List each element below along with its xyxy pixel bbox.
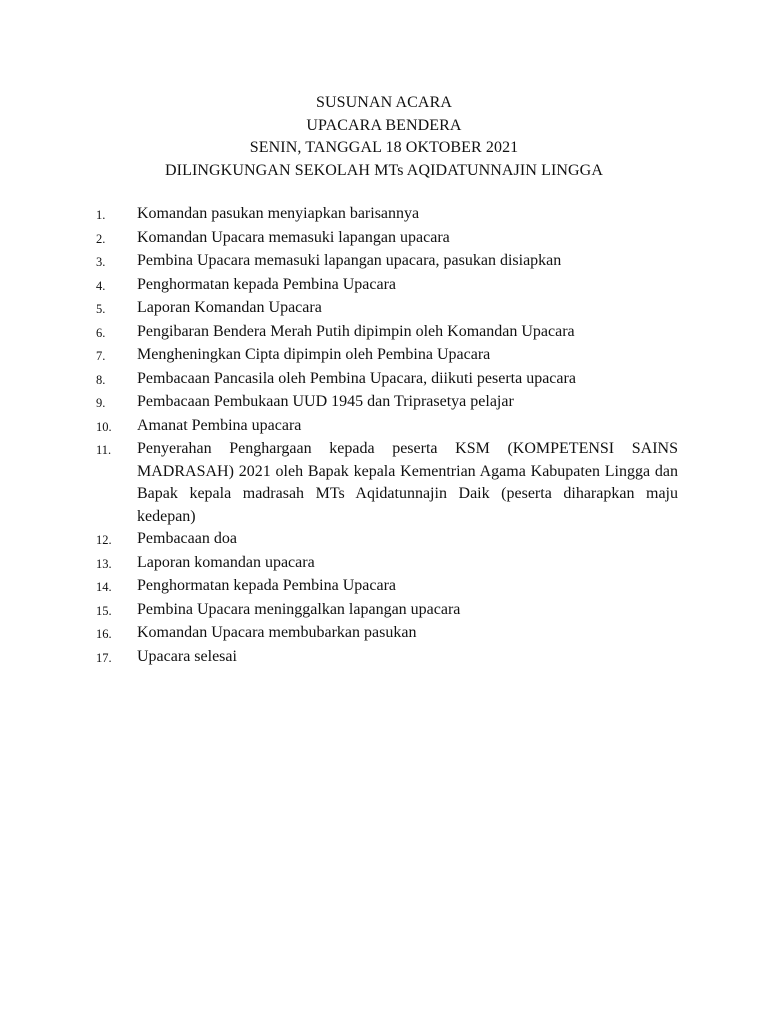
agenda-item-text: Mengheningkan Cipta dipimpin oleh Pembina Upacara — [137, 346, 491, 363]
agenda-item-text: Pengibaran Bendera Merah Putih dipimpin oleh Komandan Upacara — [137, 322, 575, 340]
agenda-item-text: Komandan Upacara memasuki lapangan upacara — [137, 228, 450, 246]
agenda-item-text: Amanat Pembina upacara — [137, 416, 302, 434]
agenda-item-number: 8. — [96, 372, 106, 387]
agenda-item-number: 16. — [96, 627, 112, 641]
agenda-item-17 — [96, 646, 678, 670]
agenda-item-number: 2. — [96, 231, 106, 246]
agenda-item-number: 10. — [96, 419, 112, 434]
agenda-item-text: Penghormatan kepada Pembina Upacara — [137, 275, 397, 293]
agenda-item-5 — [96, 297, 678, 321]
agenda-item-14 — [96, 575, 678, 599]
agenda-item-number: 6. — [96, 325, 106, 340]
agenda-item-13 — [96, 552, 678, 576]
agenda-item-text: Komandan pasukan menyiapkan barisannya — [137, 205, 420, 222]
agenda-item-number: 17. — [96, 650, 112, 665]
agenda-item-12 — [96, 528, 678, 552]
agenda-item-text: Pembacaan doa — [137, 530, 237, 547]
agenda-list — [96, 203, 678, 669]
agenda-item-3 — [96, 250, 678, 274]
agenda-item-10 — [96, 415, 678, 439]
agenda-item-text: Pembina Upacara meninggalkan lapangan upacara — [137, 600, 461, 618]
agenda-item-15 — [96, 599, 678, 623]
event-location: DILINGKUNGAN SEKOLAH MTs AQIDATUNNAJIN LINGGA — [164, 161, 603, 179]
document-title: SUSUNAN ACARA — [316, 94, 452, 111]
agenda-item-6 — [96, 321, 678, 345]
agenda-item-text: Laporan komandan upacara — [137, 553, 315, 571]
agenda-item-16 — [96, 622, 678, 646]
agenda-item-4 — [96, 274, 678, 298]
agenda-item-2 — [96, 227, 678, 251]
agenda-item-7 — [96, 344, 678, 368]
agenda-item-number: 5. — [96, 302, 106, 316]
agenda-item-text: Pembacaan Pancasila oleh Pembina Upacara, diikuti peserta upacara — [137, 369, 576, 387]
agenda-item-number: 7. — [96, 349, 106, 363]
agenda-item-number: 14. — [96, 580, 112, 594]
agenda-item-number: 13. — [96, 556, 112, 571]
agenda-item-number: 11. — [96, 443, 112, 457]
agenda-item-text: Komandan Upacara membubarkan pasukan — [137, 624, 417, 641]
agenda-item-8 — [96, 368, 678, 392]
event-date: SENIN, TANGGAL 18 OKTOBER 2021 — [249, 139, 519, 156]
agenda-item-number: 3. — [96, 255, 106, 269]
event-name: UPACARA BENDERA — [306, 116, 462, 134]
agenda-item-text: Penghormatan kepada Pembina Upacara — [137, 577, 397, 594]
agenda-item-11 — [96, 438, 678, 528]
document-header — [0, 92, 768, 182]
agenda-item-1 — [96, 203, 678, 227]
agenda-item-text: Penyerahan Penghargaan kepada peserta KSM (KOMPETENSI SAINS MADRASAH) 2021 oleh Bapak kepala Kementrian Agama Kabupaten Lingga dan Bapak kepala madrasah MTs Aqidatunnajin Daik (peserta diharapkan maju kedepan) — [137, 440, 678, 525]
agenda-item-number: 15. — [96, 603, 112, 618]
agenda-item-text: Pembacaan Pembukaan UUD 1945 dan Triprasetya pelajar — [137, 393, 514, 410]
agenda-item-number: 1. — [96, 208, 106, 222]
agenda-item-number: 4. — [96, 278, 106, 293]
agenda-item-9 — [96, 391, 678, 415]
agenda-item-number: 12. — [96, 533, 112, 547]
agenda-item-text: Laporan Komandan Upacara — [137, 299, 322, 316]
agenda-item-number: 9. — [96, 396, 106, 410]
agenda-item-text: Upacara selesai — [137, 647, 237, 665]
agenda-item-text: Pembina Upacara memasuki lapangan upacara, pasukan disiapkan — [137, 252, 562, 269]
